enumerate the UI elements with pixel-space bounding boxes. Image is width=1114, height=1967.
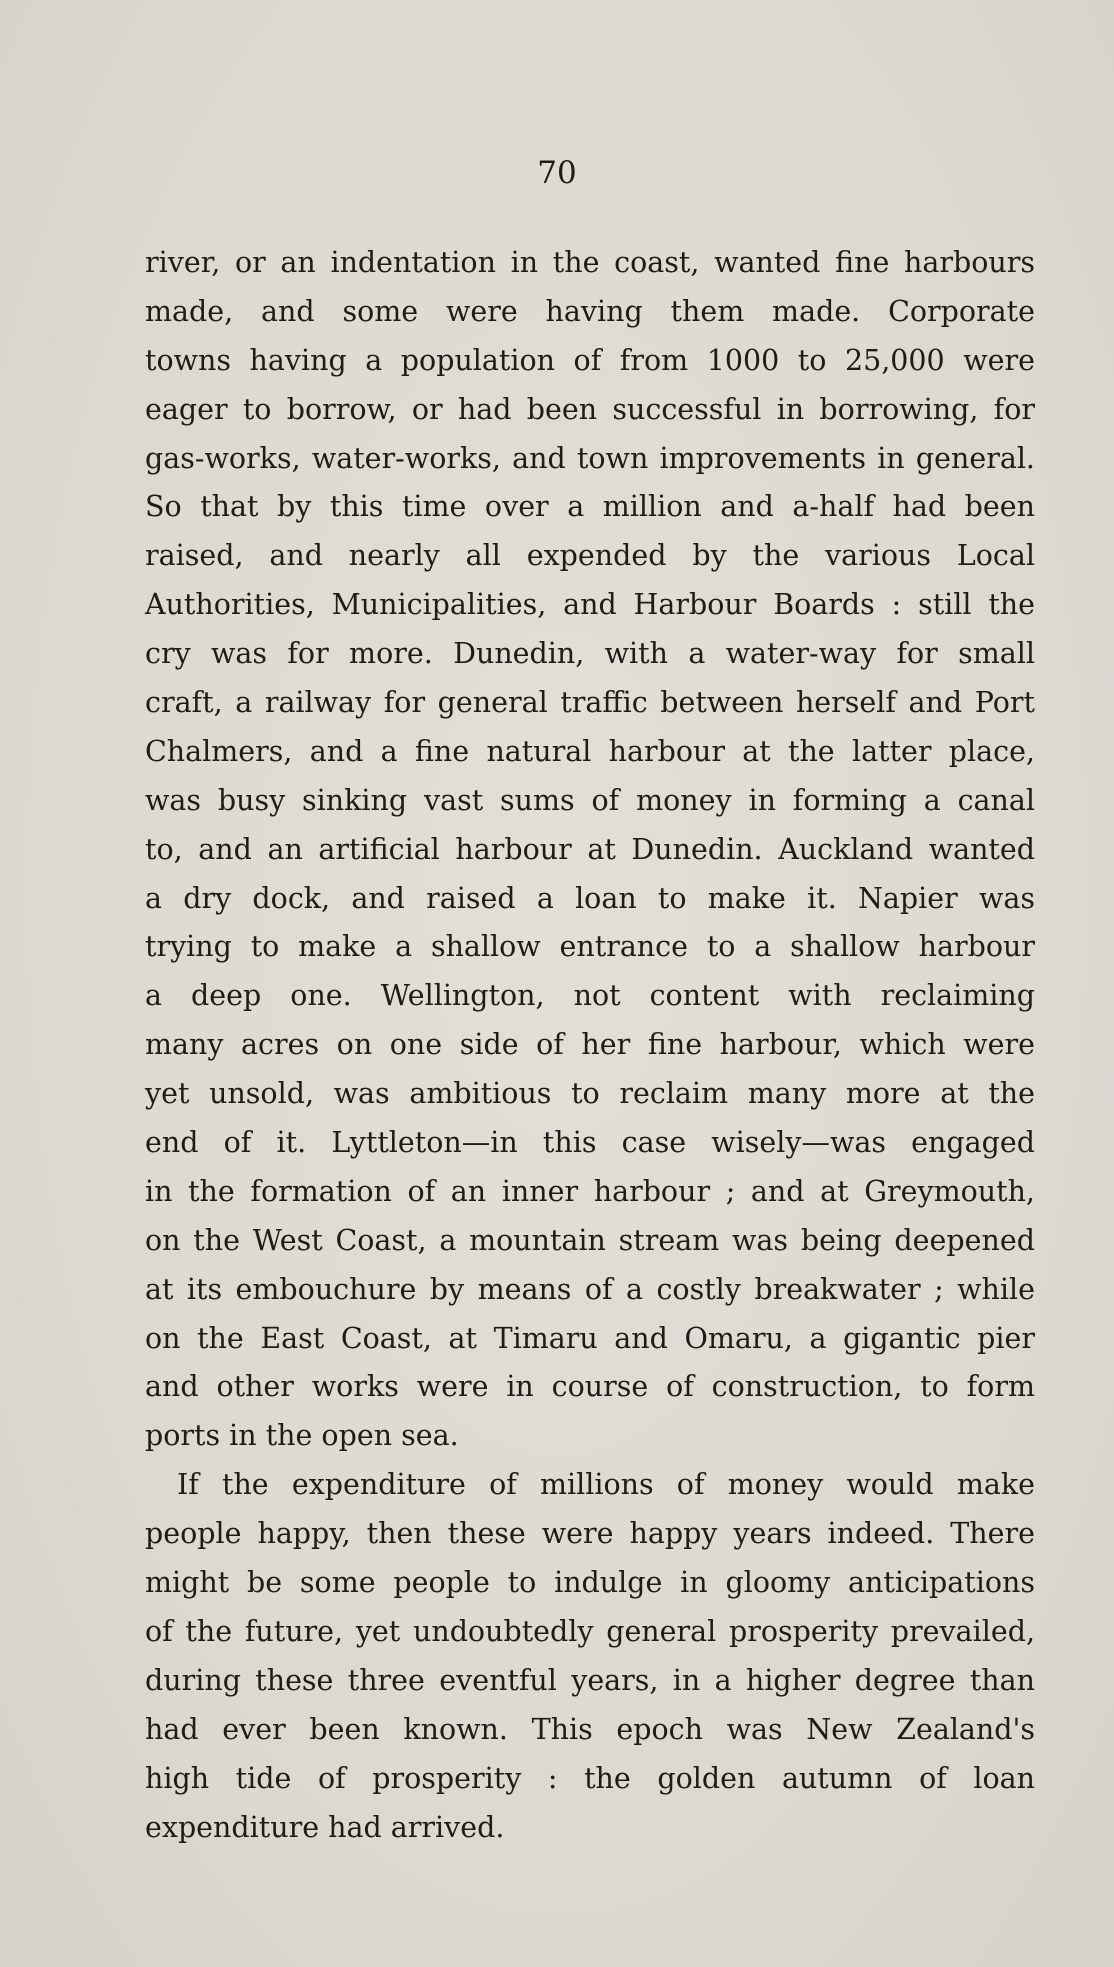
text-line: craft, a railway for general traffic between herself and Port	[145, 686, 1035, 720]
text-line: during these three eventful years, in a higher degree than	[145, 1663, 1035, 1697]
text-line: and other works were in course of construction, to form	[145, 1370, 1035, 1404]
page-number: 70	[537, 155, 577, 191]
text-line: many acres on one side of her fine harbour, which were	[145, 1028, 1035, 1062]
text-line: at its embouchure by means of a costly breakwater ; while	[145, 1272, 1035, 1306]
text-line: If the expenditure of millions of money would make	[177, 1468, 1035, 1502]
text-line: on the East Coast, at Timaru and Omaru, a gigantic pier	[145, 1321, 1035, 1355]
text-line: high tide of prosperity : the golden autumn of loan	[145, 1761, 1035, 1795]
body-text	[145, 239, 1035, 1852]
text-line: a dry dock, and raised a loan to make it. Napier was	[145, 881, 1035, 915]
text-line: towns having a population of from 1000 to 25,000 were	[145, 343, 1035, 377]
text-line: might be some people to indulge in gloomy anticipations	[145, 1566, 1035, 1600]
text-line: to, and an artificial harbour at Dunedin. Auckland wanted	[145, 832, 1035, 866]
text-line: people happy, then these were happy years indeed. There	[145, 1517, 1035, 1551]
text-line: raised, and nearly all expended by the various Local	[145, 539, 1035, 573]
text-line: made, and some were having them made. Corporate	[145, 294, 1035, 328]
text-line: river, or an indentation in the coast, wanted fine harbours	[145, 246, 1035, 279]
text-line: on the West Coast, a mountain stream was being deepened	[145, 1223, 1035, 1257]
text-line: of the future, yet undoubtedly general prosperity prevailed,	[145, 1614, 1035, 1648]
text-line: So that by this time over a million and a-half had been	[145, 490, 1035, 524]
text-line: Authorities, Municipalities, and Harbour Boards : still the	[145, 588, 1035, 622]
text-line: was busy sinking vast sums of money in forming a canal	[145, 783, 1035, 817]
text-line: had ever been known. This epoch was New Zealand's	[145, 1712, 1035, 1746]
text-line: Chalmers, and a fine natural harbour at the latter place,	[145, 734, 1035, 768]
text-line: ports in the open sea.	[145, 1419, 459, 1453]
text-line: trying to make a shallow entrance to a shallow harbour	[145, 930, 1035, 964]
text-line: end of it. Lyttleton—in this case wisely—was engaged	[145, 1126, 1035, 1160]
text-line: cry was for more. Dunedin, with a water-way for small	[145, 637, 1035, 671]
text-line: a deep one. Wellington, not content with reclaiming	[145, 979, 1035, 1013]
text-line: expenditure had arrived.	[145, 1810, 505, 1844]
text-line: in the formation of an inner harbour ; and at Greymouth,	[145, 1174, 1035, 1208]
text-line: eager to borrow, or had been successful in borrowing, for	[145, 392, 1035, 426]
text-line: gas-works, water-works, and town improvements in general.	[145, 441, 1035, 475]
text-line: yet unsold, was ambitious to reclaim many more at the	[145, 1077, 1035, 1111]
